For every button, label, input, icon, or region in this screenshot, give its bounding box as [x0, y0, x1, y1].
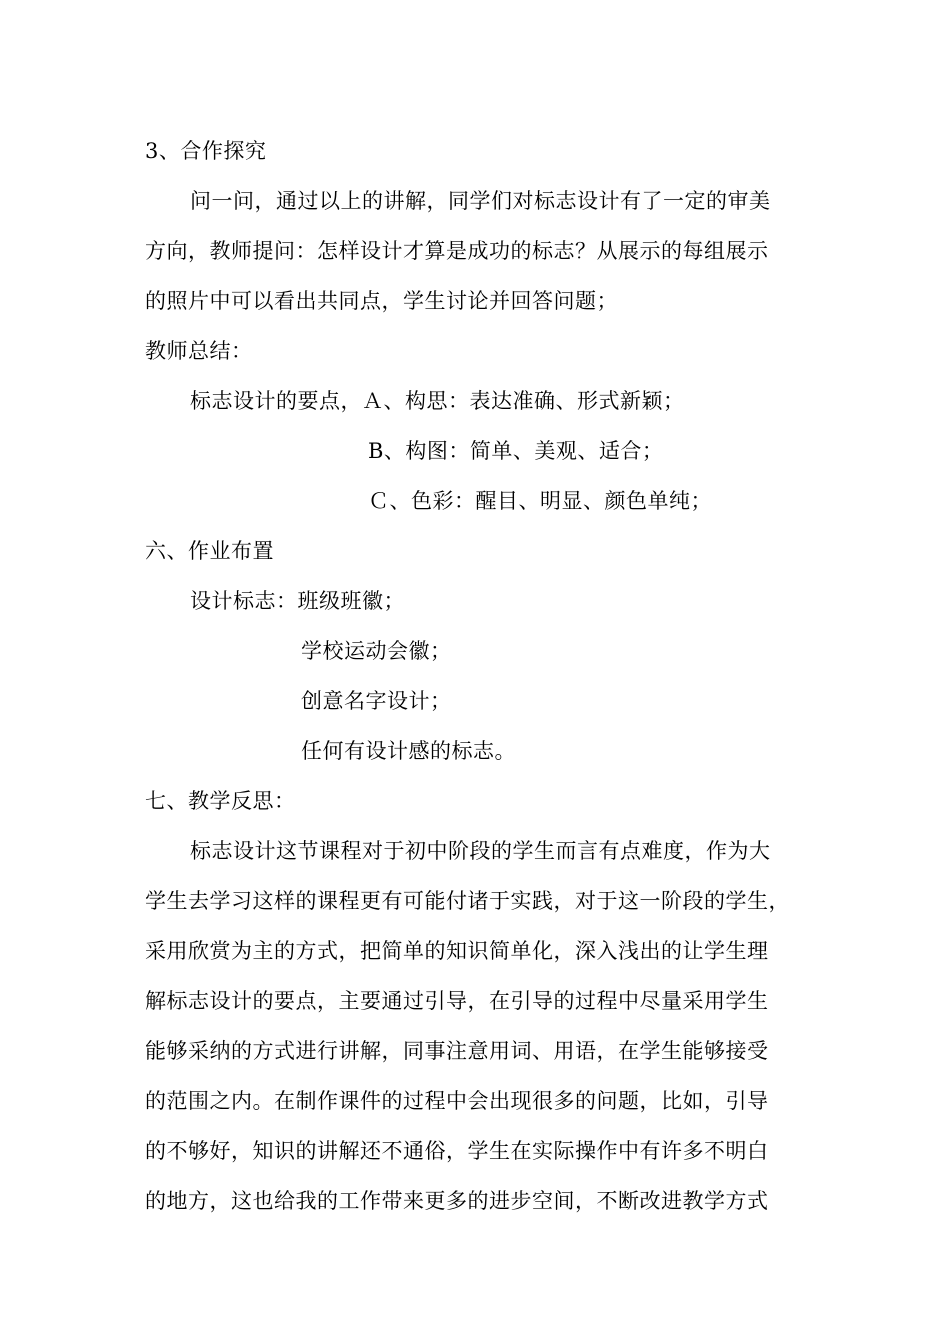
- key-point-c: Ｃ、色彩：醒目、明显、颜色单纯；: [368, 489, 712, 513]
- section3-para-line-2: 方向，教师提问：怎样设计才算是成功的标志？从展示的每组展示: [145, 239, 769, 263]
- reflection-line-4: 解标志设计的要点，主要通过引导，在引导的过程中尽量采用学生: [145, 989, 769, 1013]
- teacher-summary-label: 教师总结：: [145, 339, 253, 363]
- homework-item-1: 设计标志：班级班徽；: [190, 589, 405, 613]
- key-point-b: B、构图：简单、美观、适合；: [368, 439, 664, 463]
- key-point-a: 标志设计的要点，Ａ、构思：表达准确、形式新颖；: [190, 389, 685, 413]
- reflection-line-2: 学生去学习这样的课程更有可能付诸于实践，对于这一阶段的学生，: [145, 889, 790, 913]
- section3-para-line-1: 问一问，通过以上的讲解，同学们对标志设计有了一定的审美: [190, 189, 771, 213]
- reflection-line-8: 的地方，这也给我的工作带来更多的进步空间，不断改进教学方式: [145, 1189, 769, 1213]
- reflection-line-6: 的范围之内。在制作课件的过程中会出现很多的问题，比如，引导: [145, 1089, 769, 1113]
- homework-item-3: 创意名字设计；: [301, 689, 452, 713]
- reflection-line-5: 能够采纳的方式进行讲解，同事注意用词、用语，在学生能够接受: [145, 1039, 769, 1063]
- homework-item-4: 任何有设计感的标志。: [301, 739, 516, 763]
- section7-heading: 七、教学反思：: [145, 789, 296, 813]
- section6-heading: 六、作业布置: [145, 539, 274, 563]
- homework-item-2: 学校运动会徽；: [301, 639, 452, 663]
- reflection-line-7: 的不够好，知识的讲解还不通俗，学生在实际操作中有许多不明白: [145, 1139, 769, 1163]
- reflection-line-3: 采用欣赏为主的方式，把简单的知识简单化，深入浅出的让学生理: [145, 939, 769, 963]
- section3-heading: 3、合作探究: [145, 139, 267, 163]
- section3-para-line-3: 的照片中可以看出共同点，学生讨论并回答问题；: [145, 289, 618, 313]
- reflection-line-1: 标志设计这节课程对于初中阶段的学生而言有点难度，作为大: [190, 839, 771, 863]
